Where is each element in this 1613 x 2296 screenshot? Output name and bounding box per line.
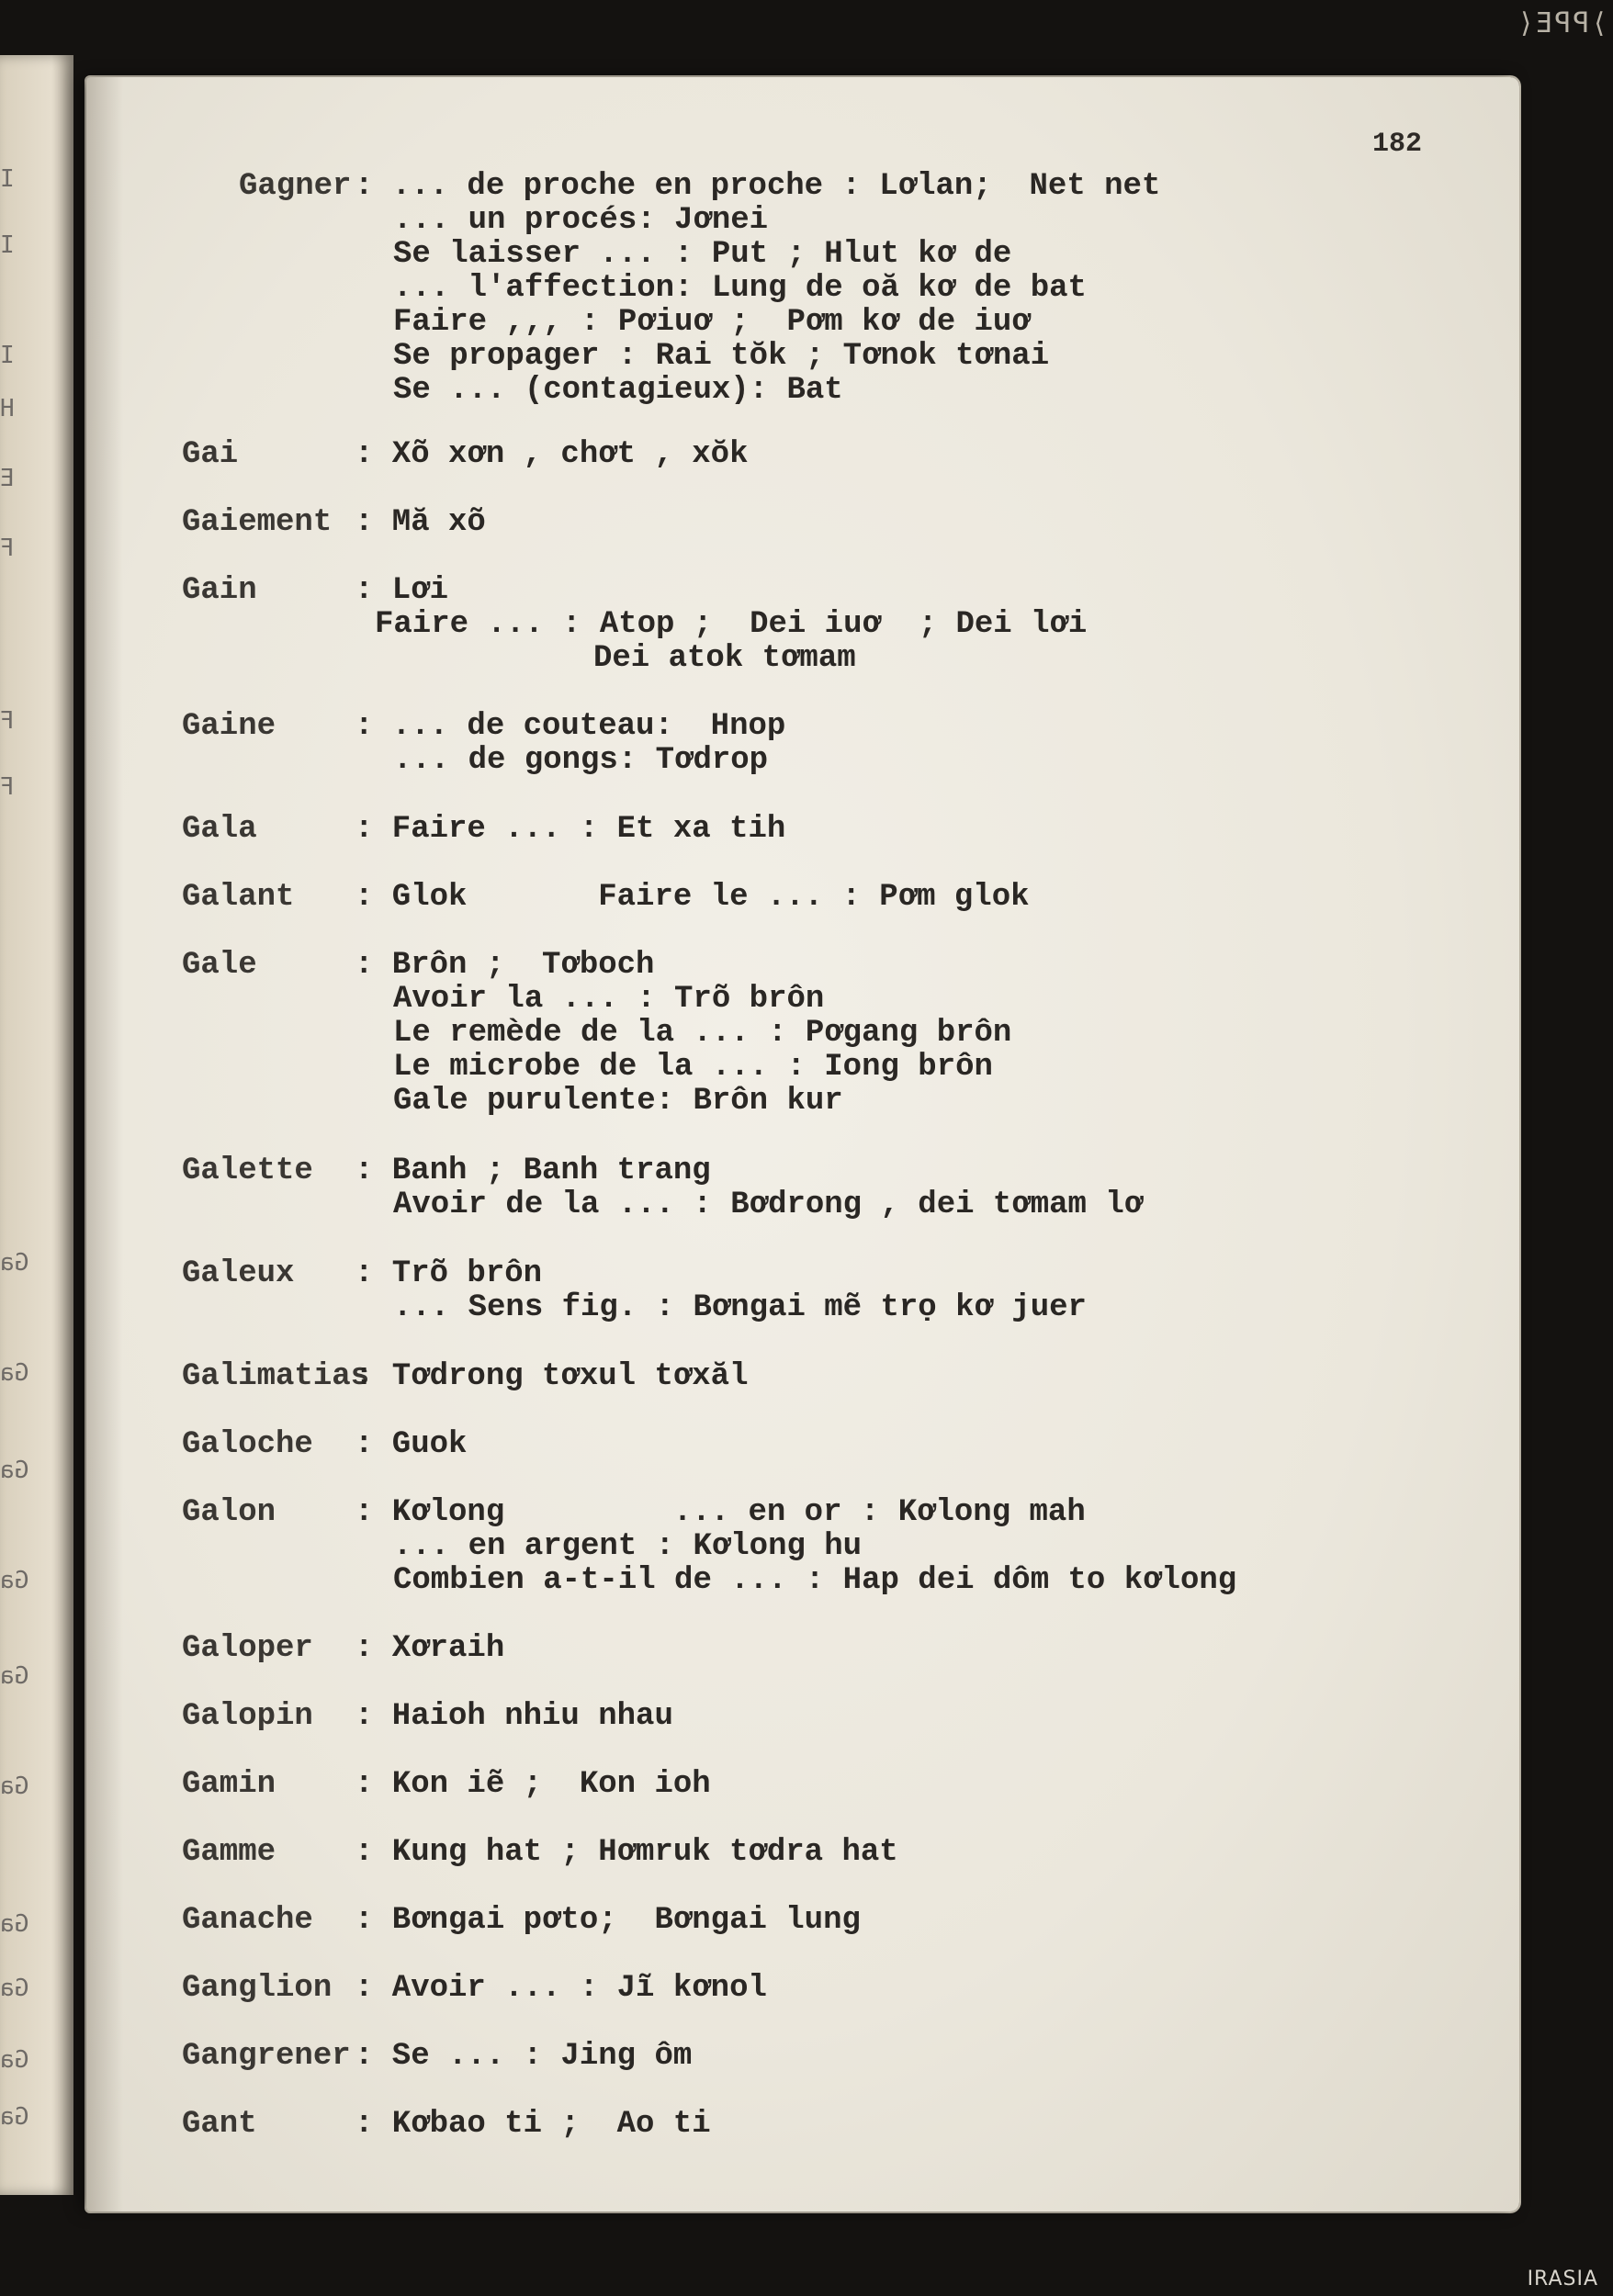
entry-headword: Gamin bbox=[182, 1767, 276, 1802]
entry-headword: Gaiement bbox=[182, 505, 333, 540]
left-page-fragment: F bbox=[0, 773, 15, 801]
entry-definition: : Xõ xơn , chơt , xŏk bbox=[355, 437, 749, 472]
entry-headword: Galant bbox=[182, 880, 295, 915]
entry-definition: : Kon iẽ ; Kon ioh bbox=[355, 1767, 711, 1802]
entry-headword: Gai bbox=[182, 437, 239, 472]
entry-definition: : Se ... : Jing ôm bbox=[355, 2039, 693, 2074]
entry-headword: Gaine bbox=[182, 709, 276, 744]
entry-headword: Gala bbox=[182, 812, 257, 847]
left-page-fragment: Ga bbox=[0, 2103, 29, 2131]
entry-headword: Gale bbox=[182, 948, 257, 983]
left-page-fragment: H bbox=[0, 395, 15, 422]
entry-definition: : Kung hat ; Hơmruk tơdra hat bbox=[355, 1835, 898, 1870]
entry-definition: : Tơdrong tơxul tơxăl bbox=[355, 1359, 749, 1394]
entry-subdefinition: ... Sens fig. : Bơngai mẽ trọ kơ juer bbox=[393, 1290, 1087, 1325]
entry-headword: Ganglion bbox=[182, 1971, 333, 2006]
entry-definition: : Faire ... : Et xa tih bbox=[355, 812, 786, 847]
left-page-fragment: Ga bbox=[0, 1359, 29, 1387]
entry-subdefinition: Avoir de la ... : Bơdrong , dei tơmam lơ bbox=[393, 1187, 1144, 1222]
entry-headword: Gangrener bbox=[182, 2039, 351, 2074]
entry-list bbox=[86, 77, 1519, 2212]
left-page-fragment: Ga bbox=[0, 1975, 29, 2002]
corner-mark: ⟩PPE⟨ bbox=[1515, 7, 1607, 39]
entry-subdefinition: Le microbe de la ... : Iong brôn bbox=[393, 1050, 993, 1085]
entry-headword: Gagner bbox=[239, 169, 352, 204]
entry-definition: : Glok Faire le ... : Pơm glok bbox=[355, 880, 1030, 915]
entry-definition: : Trõ brôn bbox=[355, 1256, 543, 1291]
entry-headword: Galette bbox=[182, 1154, 313, 1188]
entry-subdefinition: Se laisser ... : Put ; Hlut kơ de bbox=[393, 237, 1012, 272]
entry-definition: : Bơngai pơto; Bơngai lung bbox=[355, 1903, 861, 1938]
left-page-fragment: Ga bbox=[0, 2046, 29, 2074]
left-page-fragment: F bbox=[0, 535, 15, 562]
left-page-fragment: Ga bbox=[0, 1457, 29, 1484]
left-page-fragment: Ga bbox=[0, 1773, 29, 1800]
entry-definition: : Mă xõ bbox=[355, 505, 486, 540]
entry-definition: : ... de couteau: Hnop bbox=[355, 709, 786, 744]
left-page-fragment: F bbox=[0, 707, 15, 735]
left-page-fragment: I bbox=[0, 342, 15, 369]
entry-definition: : Xơraih bbox=[355, 1631, 505, 1666]
entry-headword: Galoper bbox=[182, 1631, 313, 1666]
entry-subdefinition: Avoir la ... : Trõ brôn bbox=[393, 982, 825, 1017]
entry-headword: Galimatias bbox=[182, 1359, 370, 1394]
entry-headword: Galeux bbox=[182, 1256, 295, 1291]
dictionary-page bbox=[86, 77, 1519, 2212]
left-page-fragment: Ga bbox=[0, 1910, 29, 1938]
entry-definition: : Haioh nhiu nhau bbox=[355, 1699, 673, 1734]
entry-subdefinition: Faire ... : Atop ; Dei iuơ ; Dei lơi bbox=[375, 607, 1088, 642]
entry-subdefinition: Faire ,,, : Pơiuơ ; Pơm kơ de iuơ bbox=[393, 305, 1031, 340]
entry-headword: Ganache bbox=[182, 1903, 313, 1938]
left-page-fragment: I bbox=[0, 165, 15, 193]
entry-definition: : Brôn ; Tơboch bbox=[355, 948, 655, 983]
entry-headword: Gant bbox=[182, 2107, 257, 2142]
left-page-edge bbox=[0, 55, 73, 2195]
entry-headword: Galoche bbox=[182, 1427, 313, 1462]
entry-definition: : Avoir ... : Jĩ kơnol bbox=[355, 1971, 767, 2006]
left-page-fragment: Ga bbox=[0, 1567, 29, 1594]
entry-subdefinition: ... un procés: Jơnei bbox=[393, 203, 769, 238]
entry-subdefinition: Se propager : Rai tŏk ; Tơnok tơnai bbox=[393, 339, 1050, 374]
entry-subdefinition: Dei atok tơmam bbox=[593, 641, 856, 676]
entry-definition: : Kơbao ti ; Ao ti bbox=[355, 2107, 711, 2142]
page-number: 182 bbox=[1372, 129, 1423, 160]
left-page-fragment: Ga bbox=[0, 1662, 29, 1690]
entry-subdefinition: ... l'affection: Lung de oă kơ de bat bbox=[393, 271, 1087, 306]
entry-headword: Gamme bbox=[182, 1835, 276, 1870]
entry-subdefinition: Combien a-t-il de ... : Hap dei dôm to kơlong bbox=[393, 1563, 1237, 1598]
entry-headword: Galopin bbox=[182, 1699, 313, 1734]
left-page-fragment: Ga bbox=[0, 1249, 29, 1277]
entry-definition: : Lơi bbox=[355, 573, 449, 608]
entry-definition: : Guok bbox=[355, 1427, 468, 1462]
entry-subdefinition: Le remède de la ... : Pơgang brôn bbox=[393, 1016, 1012, 1051]
entry-headword: Galon bbox=[182, 1495, 276, 1530]
entry-subdefinition: ... de gongs: Tơdrop bbox=[393, 743, 769, 778]
left-page-fragment: I bbox=[0, 231, 15, 259]
scan-top-border bbox=[0, 0, 1613, 55]
entry-subdefinition: Se ... (contagieux): Bat bbox=[393, 373, 843, 408]
left-page-fragment: E bbox=[0, 465, 15, 492]
entry-subdefinition: Gale purulente: Brôn kur bbox=[393, 1084, 843, 1119]
watermark: IRASIA bbox=[1527, 2268, 1598, 2290]
entry-definition: : Banh ; Banh trang bbox=[355, 1154, 711, 1188]
entry-headword: Gain bbox=[182, 573, 257, 608]
entry-subdefinition: ... en argent : Kơlong hu bbox=[393, 1529, 863, 1564]
entry-definition: : Kơlong ... en or : Kơlong mah bbox=[355, 1495, 1086, 1530]
entry-definition: : ... de proche en proche : Lơlan; Net net bbox=[355, 169, 1161, 204]
